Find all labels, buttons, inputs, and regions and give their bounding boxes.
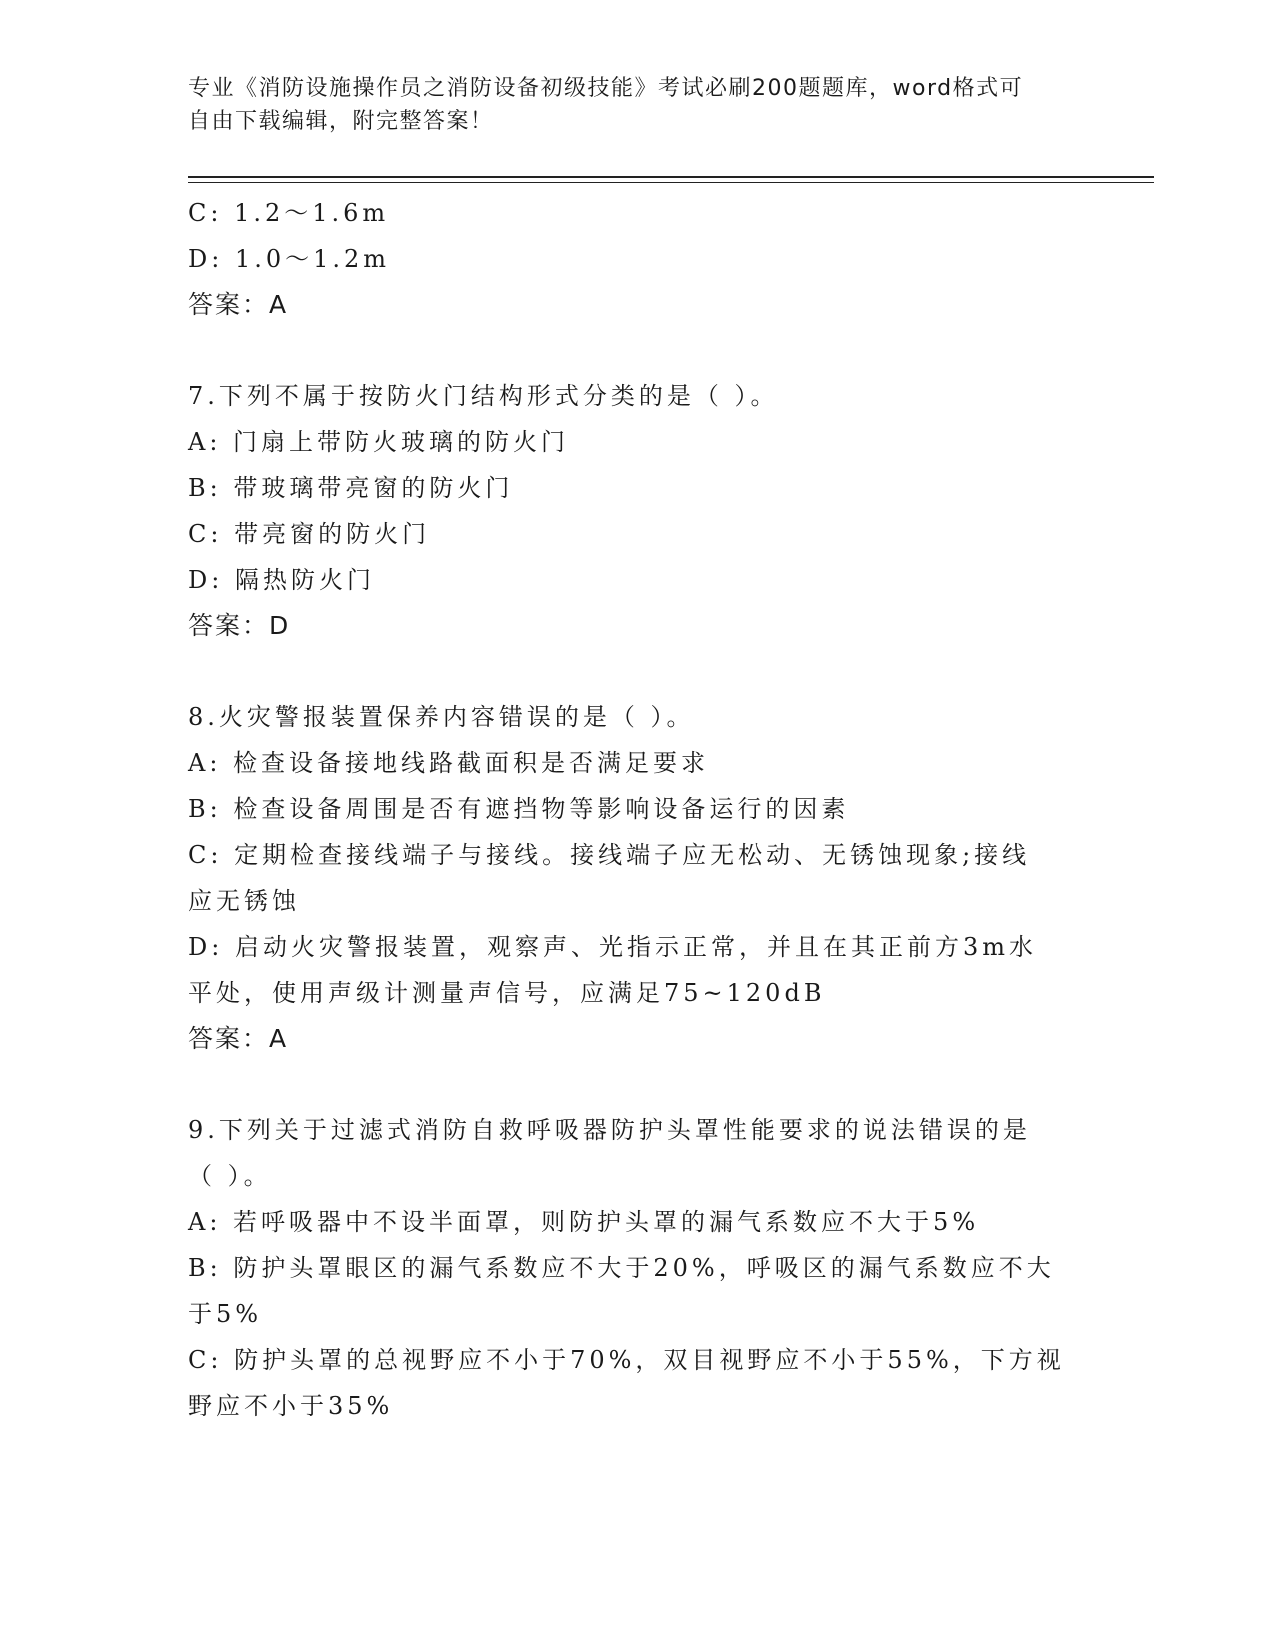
option-c-continued: 应无锈蚀 — [188, 887, 300, 915]
question-stem: 8.火灾警报装置保养内容错误的是（ ）。 — [188, 703, 695, 731]
question-stem: 9.下列关于过滤式消防自救呼吸器防护头罩性能要求的说法错误的是 — [188, 1116, 1031, 1144]
question-7-block — [188, 373, 1068, 649]
page-header — [188, 72, 1068, 138]
option-c: C: 1.2～1.6m — [188, 199, 390, 227]
option-c: C: 带亮窗的防火门 — [188, 520, 431, 548]
header-line-1: 专业《消防设施操作员之消防设备初级技能》考试必刷200题题库，word格式可 — [188, 76, 1024, 101]
option-d: D: 1.0～1.2m — [188, 245, 391, 273]
question-stem: 7.下列不属于按防火门结构形式分类的是（ ）。 — [188, 382, 779, 410]
header-line-2: 自由下载编辑，附完整答案！ — [188, 109, 494, 134]
option-a: A: 门扇上带防火玻璃的防火门 — [188, 428, 570, 456]
question-9-block — [188, 1107, 1068, 1429]
answer-label: 答案：A — [188, 1024, 289, 1053]
option-b: B: 防护头罩眼区的漏气系数应不大于20%，呼吸区的漏气系数应不大 — [188, 1254, 1055, 1282]
option-b: B: 检查设备周围是否有遮挡物等影响设备运行的因素 — [188, 795, 850, 823]
option-d: D: 隔热防火门 — [188, 566, 375, 594]
option-a: A: 若呼吸器中不设半面罩，则防护头罩的漏气系数应不大于5% — [188, 1208, 980, 1236]
option-b: B: 带玻璃带亮窗的防火门 — [188, 474, 514, 502]
option-b-continued: 于5% — [188, 1300, 263, 1328]
answer-label: 答案：A — [188, 290, 289, 319]
question-8-block — [188, 694, 1068, 1062]
option-a: A: 检查设备接地线路截面积是否满足要求 — [188, 749, 710, 777]
header-divider-thin — [188, 182, 1154, 183]
answer-label: 答案：D — [188, 611, 291, 640]
previous-question-block — [188, 190, 1068, 328]
header-divider-thick — [188, 176, 1154, 178]
option-d: D: 启动火灾警报装置，观察声、光指示正常，并且在其正前方3m水 — [188, 933, 1037, 961]
option-d-continued: 平处，使用声级计测量声信号，应满足75~120dB — [188, 979, 826, 1007]
question-content — [188, 190, 1068, 1429]
option-c: C: 防护头罩的总视野应不小于70%，双目视野应不小于55%，下方视 — [188, 1346, 1065, 1374]
question-stem-continued: （ ）。 — [188, 1162, 272, 1190]
option-c-continued: 野应不小于35% — [188, 1392, 394, 1420]
option-c: C: 定期检查接线端子与接线。接线端子应无松动、无锈蚀现象;接线 — [188, 841, 1031, 869]
